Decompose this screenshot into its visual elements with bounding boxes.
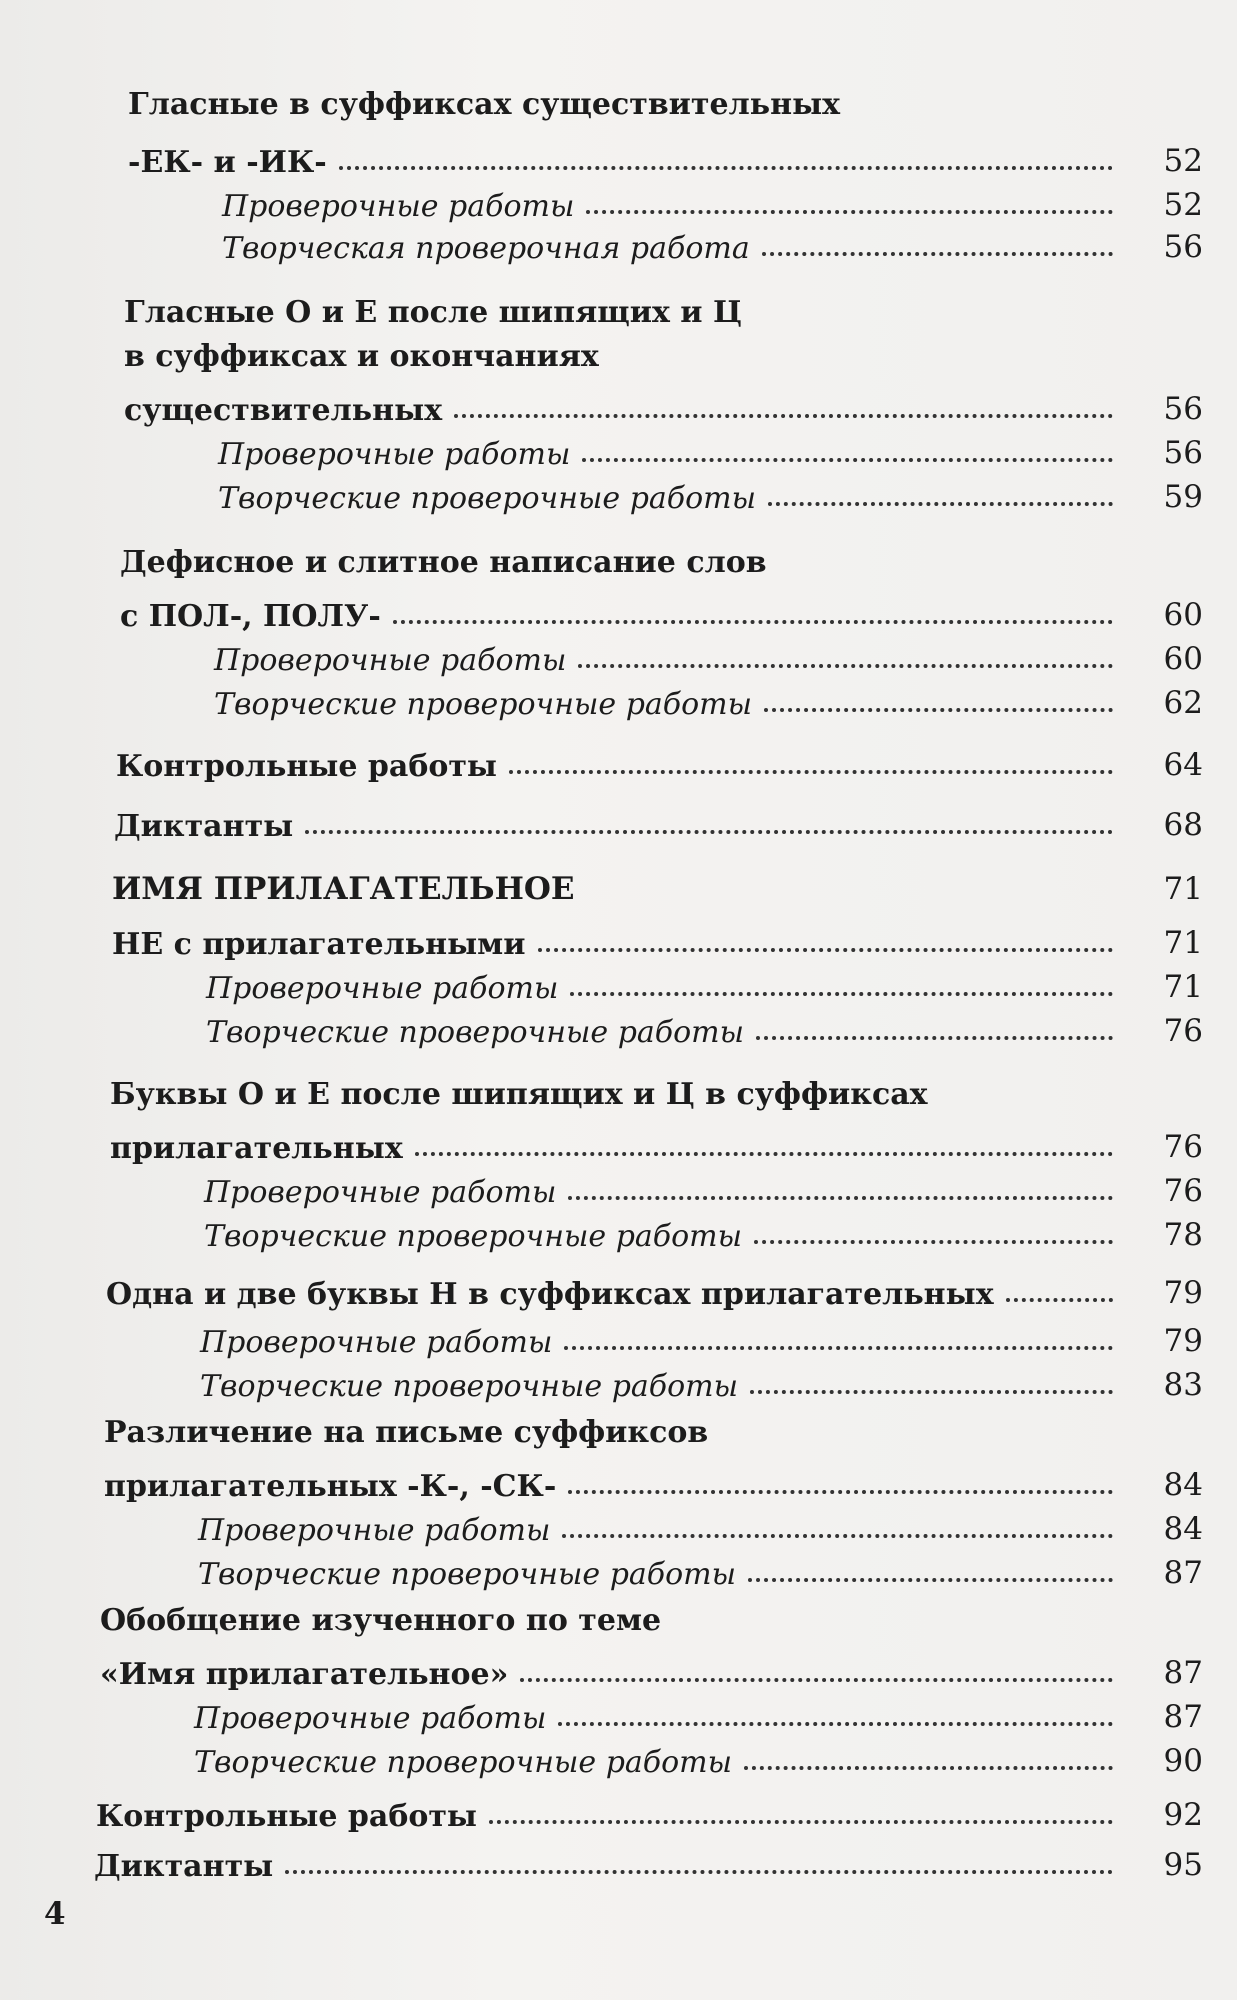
toc-heading-line: Гласные О и Е после шипящих и Ц <box>124 295 742 330</box>
toc-page-number: 52 <box>1163 187 1203 224</box>
toc-page-number: 79 <box>1163 1275 1203 1312</box>
toc-subentry-title: Проверочные работы <box>200 1324 553 1360</box>
toc-page-number: 60 <box>1163 641 1203 678</box>
toc-subentry-title: Творческие проверочные работы <box>198 1556 737 1592</box>
page-number: 4 <box>44 1896 66 1932</box>
toc-subentry-title: Проверочные работы <box>198 1512 551 1548</box>
toc-entry <box>104 1460 1203 1504</box>
toc-subentry <box>206 962 1203 1006</box>
toc-page-number: 62 <box>1163 685 1203 722</box>
toc-subentry-title: Творческая проверочная работа <box>222 230 750 266</box>
toc-entry-title: прилагательных <box>110 1130 403 1166</box>
toc-page-number: 64 <box>1163 747 1203 784</box>
toc-page-number: 56 <box>1163 229 1203 266</box>
toc-entry <box>94 1840 1203 1884</box>
toc-entry <box>116 740 1203 784</box>
leader-dots <box>578 664 1113 668</box>
leader-dots <box>582 458 1113 462</box>
toc-heading-line: в суффиксах и окончаниях <box>124 339 599 374</box>
leader-space <box>587 894 1113 898</box>
leader-dots <box>538 948 1114 952</box>
toc-subentry-title: Творческие проверочные работы <box>218 480 757 516</box>
leader-dots <box>415 1152 1113 1156</box>
leader-dots <box>748 1578 1113 1582</box>
toc-subentry-title: Проверочные работы <box>222 188 575 224</box>
toc-page-number: 84 <box>1163 1511 1203 1548</box>
toc-subentry-title: Проверочные работы <box>218 436 571 472</box>
toc-entry-title: ИМЯ ПРИЛАГАТЕЛЬНОЕ <box>112 871 575 908</box>
toc-subentry <box>194 1736 1203 1780</box>
toc-heading-line: Обобщение изученного по теме <box>100 1603 662 1638</box>
toc-page-number: 76 <box>1163 1173 1203 1210</box>
toc-subentry-title: Творческие проверочные работы <box>200 1368 739 1404</box>
toc-entry <box>110 1122 1203 1166</box>
leader-dots <box>520 1678 1113 1682</box>
toc-subentry <box>218 472 1203 516</box>
toc-subentry <box>206 1006 1203 1050</box>
toc-page-number: 71 <box>1163 871 1203 908</box>
leader-dots <box>586 210 1113 214</box>
toc-page-number: 56 <box>1163 391 1203 428</box>
toc-entry-title: с ПОЛ-, ПОЛУ- <box>120 598 381 634</box>
toc-page-number: 83 <box>1163 1367 1203 1404</box>
toc-subentry-title: Проверочные работы <box>204 1174 557 1210</box>
toc-entry-title: НЕ с прилагательными <box>112 926 526 962</box>
leader-dots <box>750 1390 1113 1394</box>
leader-dots <box>762 252 1113 256</box>
toc-subentry <box>198 1548 1203 1592</box>
leader-dots <box>568 1490 1113 1494</box>
toc-subentry <box>200 1316 1203 1360</box>
leader-dots <box>768 502 1113 506</box>
toc-entry <box>124 384 1203 428</box>
toc-entry <box>100 1648 1203 1692</box>
toc-page-number: 87 <box>1163 1655 1203 1692</box>
toc-entry-title: прилагательных -К-, -СК- <box>104 1468 557 1504</box>
leader-dots <box>564 1346 1113 1350</box>
toc-entry <box>96 1790 1203 1834</box>
toc-page-number: 79 <box>1163 1323 1203 1360</box>
leader-dots <box>1006 1298 1113 1302</box>
toc-entry-title: Контрольные работы <box>116 748 498 784</box>
toc-entry <box>114 800 1203 844</box>
toc-page-number: 90 <box>1163 1743 1203 1780</box>
toc-page-number: 84 <box>1163 1467 1203 1504</box>
toc-subentry <box>198 1504 1203 1548</box>
toc-entry-title: Диктанты <box>94 1848 274 1884</box>
leader-dots <box>558 1722 1113 1726</box>
leader-dots <box>393 620 1113 624</box>
toc-heading-line: Буквы О и Е после шипящих и Ц в суффиксах <box>110 1077 928 1112</box>
toc-page-number: 71 <box>1163 925 1203 962</box>
toc-heading-line: Гласные в суффиксах существительных <box>128 87 841 122</box>
toc-subentry <box>222 180 1203 224</box>
toc-subentry <box>218 428 1203 472</box>
leader-dots <box>454 414 1113 418</box>
toc-subentry-title: Проверочные работы <box>214 642 567 678</box>
toc-entry-title: Контрольные работы <box>96 1798 478 1834</box>
leader-dots <box>568 1196 1113 1200</box>
leader-dots <box>756 1036 1113 1040</box>
toc-page-number: 52 <box>1163 143 1203 180</box>
toc-subentry <box>204 1166 1203 1210</box>
toc-page-number: 87 <box>1163 1699 1203 1736</box>
leader-dots <box>285 1870 1113 1874</box>
toc-subentry <box>214 634 1203 678</box>
leader-dots <box>305 830 1113 834</box>
toc-subentry-title: Проверочные работы <box>194 1700 547 1736</box>
toc-entry-title: существительных <box>124 392 443 428</box>
toc-page-number: 59 <box>1163 479 1203 516</box>
toc-entry <box>106 1268 1203 1312</box>
leader-dots <box>754 1240 1113 1244</box>
toc-entry <box>112 918 1203 962</box>
toc-heading-line: Различение на письме суффиксов <box>104 1415 709 1450</box>
toc-subentry <box>200 1360 1203 1404</box>
leader-dots <box>744 1766 1113 1770</box>
toc-subentry-title: Творческие проверочные работы <box>204 1218 743 1254</box>
toc-page-number: 87 <box>1163 1555 1203 1592</box>
toc-page-number: 71 <box>1163 969 1203 1006</box>
toc-heading-line: Дефисное и слитное написание слов <box>120 545 767 580</box>
toc-entry-title: -ЕК- и -ИК- <box>128 144 327 180</box>
toc-subentry-title: Творческие проверочные работы <box>194 1744 733 1780</box>
toc-entry <box>128 136 1203 180</box>
toc-entry-title: «Имя прилагательное» <box>100 1656 509 1692</box>
toc-subentry <box>204 1210 1203 1254</box>
toc-page-number: 92 <box>1163 1797 1203 1834</box>
toc-page-number: 78 <box>1163 1217 1203 1254</box>
leader-dots <box>570 992 1113 996</box>
leader-dots <box>764 708 1113 712</box>
toc-entry <box>120 590 1203 634</box>
toc-page-number: 76 <box>1163 1013 1203 1050</box>
toc-section-heading <box>112 864 1203 908</box>
toc-entry-title: Диктанты <box>114 808 294 844</box>
toc-subentry <box>222 222 1203 266</box>
toc-subentry <box>214 678 1203 722</box>
toc-page-number: 56 <box>1163 435 1203 472</box>
leader-dots <box>509 770 1113 774</box>
toc-subentry-title: Творческие проверочные работы <box>214 686 753 722</box>
toc-page-number: 68 <box>1163 807 1203 844</box>
toc-page-number: 95 <box>1163 1847 1203 1884</box>
leader-dots <box>562 1534 1113 1538</box>
toc-subentry-title: Творческие проверочные работы <box>206 1014 745 1050</box>
toc-page-number: 60 <box>1163 597 1203 634</box>
toc-entry-title: Одна и две буквы Н в суффиксах прилагательных <box>106 1276 994 1312</box>
toc-subentry-title: Проверочные работы <box>206 970 559 1006</box>
toc-subentry <box>194 1692 1203 1736</box>
leader-dots <box>339 166 1113 170</box>
toc-page-number: 76 <box>1163 1129 1203 1166</box>
leader-dots <box>489 1820 1113 1824</box>
